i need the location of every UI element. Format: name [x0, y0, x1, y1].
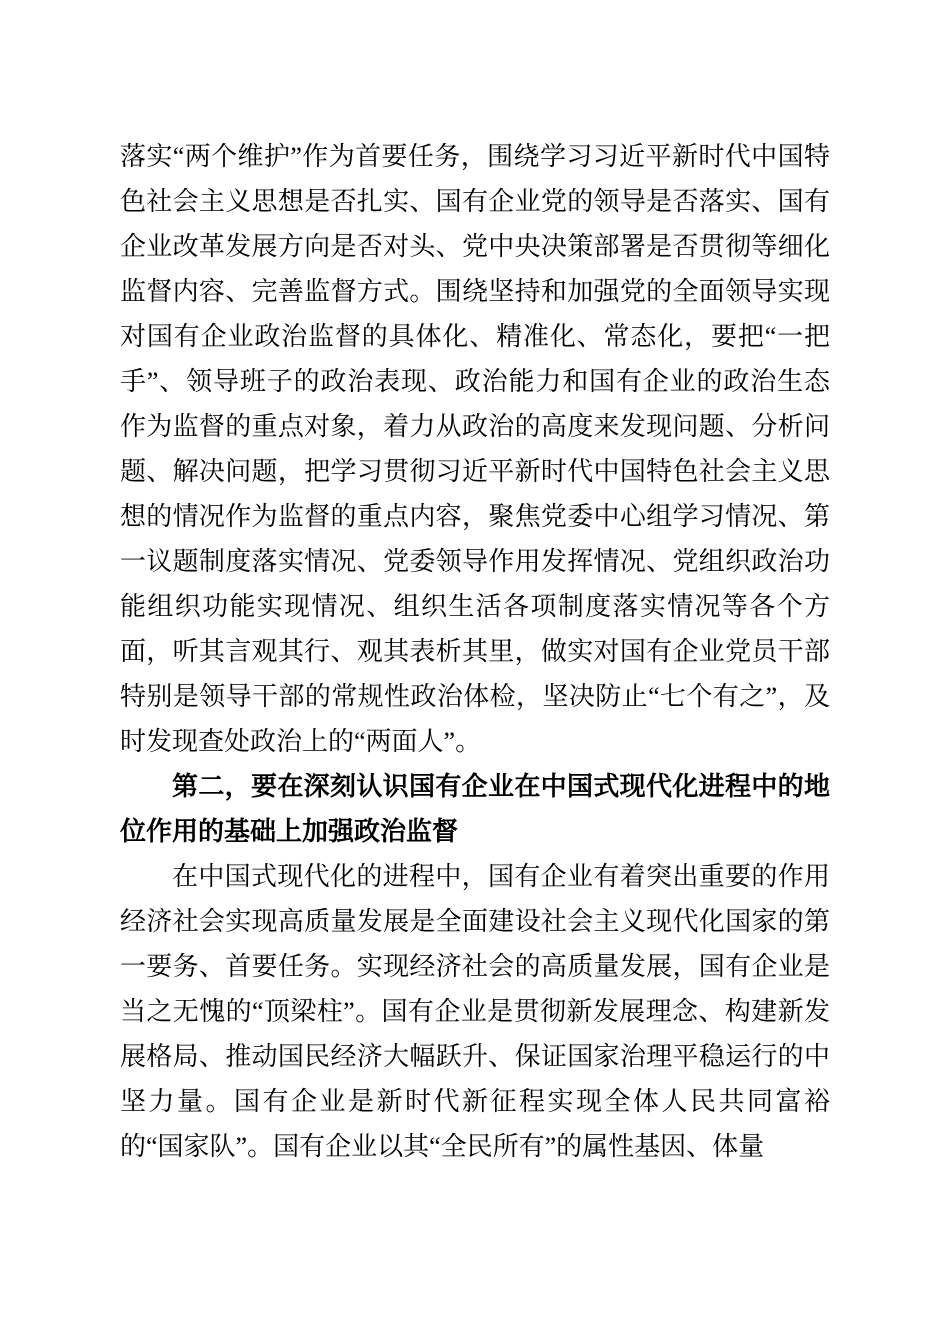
- paragraph-body: 在中国式现代化的进程中，国有企业有着突出重要的作用经济社会实现高质量发展是全面建设社会主义现代化国家的第一要务、首要任务。实现经济社会的高质量发展，国有企业是当之无愧的“顶梁柱”。国有企业是贯彻新发展理念、构建新发展格局、推动国民经济大幅跃升、保证国家治理平稳运行的中坚力量。国有企业是新时代新征程实现全体人民共同富裕的“国家队”。国有企业以其“全民所有”的属性基因、体量: [120, 862, 830, 1161]
- paragraph-continuation: 落实“两个维护”作为首要任务，围绕学习习近平新时代中国特色社会主义思想是否扎实、国有企业党的领导是否落实、国有企业改革发展方向是否对头、党中央决策部署是否贯彻等细化监督内容、完善监督方式。围绕坚持和加强党的全面领导实现对国有企业政治监督的具体化、精准化、常态化，要把“一把手”、领导班子的政治表现、政治能力和国有企业的政治生态作为监督的重点对象，着力从政治的高度来发现问题、分析问题、解决问题，把学习贯彻习近平新时代中国特色社会主义思想的情况作为监督的重点内容，聚焦党委中心组学习情况、第一议题制度落实情况、党委领导作用发挥情况、党组织政治功能组织功能实现情况、组织生活各项制度落实情况等各个方面，听其言观其行、观其表析其里，做实对国有企业党员干部特别是领导干部的常规性政治体检，坚决防止“七个有之”，及时发现查处政治上的“两面人”。: [120, 142, 830, 756]
- section-heading: 第二，要在深刻认识国有企业在中国式现代化进程中的地位作用的基础上加强政治监督: [120, 772, 830, 846]
